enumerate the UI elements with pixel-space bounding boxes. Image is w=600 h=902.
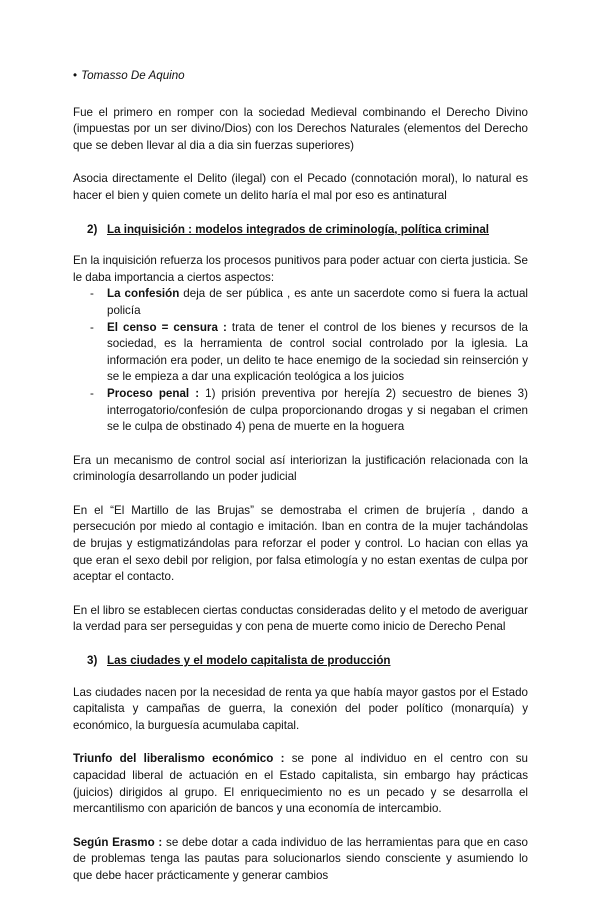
term: Según Erasmo : xyxy=(73,835,163,849)
list-item-confesion xyxy=(73,286,528,319)
paragraph-erasmo xyxy=(73,835,528,885)
list-item-censo xyxy=(73,320,528,386)
dash-marker: - xyxy=(90,287,94,301)
paragraph-libro: En el libro se establecen ciertas conductas consideradas delito y el metodo de averiguar la verdad para ser perseguidas y con pena de muerte como inicio de Derecho Penal xyxy=(73,603,528,634)
term: Triunfo del liberalismo económico : xyxy=(73,752,285,766)
section-number: 3) xyxy=(87,654,98,668)
section-number: 2) xyxy=(87,222,98,236)
term: La confesión xyxy=(107,287,180,301)
bullet-author xyxy=(73,68,528,85)
term-text: se pone al individuo en el centro con su capacidad liberal de actuación en el Estado capitalista, sin embargo hay prácticas (juicios) dirigidos al grupo. El enriquecimiento no es un pecado y se desarrolla el mercantilismo con aparición de bancos y una economía de intercambio. xyxy=(73,752,528,816)
term-text: trata de tener el control de los bienes y recursos de la sociedad, es la herramienta de control social controlado por la iglesia. La información era poder, un delito te hace enemigo de la sociedad sin reinserción y se le empieza a dar una explicación teológica a los juicios xyxy=(107,320,528,384)
bullet-icon: • xyxy=(73,69,78,82)
paragraph-delito-pecado: Asocia directamente el Delito (ilegal) con el Pecado (connotación moral), lo natural es hacer el bien y quien comete un delito haría el mal por eso es antinatural xyxy=(73,172,528,202)
term: El censo = censura : xyxy=(107,320,227,334)
term-text: 1) prisión preventiva por herejía 2) secuestro de bienes 3) interrogatorio/confesión de culpa proporcionando drogas y si negaban el crimen se le culpa de obstinado 4) pena de muerte en la hoguera xyxy=(107,386,528,434)
paragraph-liberalismo xyxy=(73,751,528,817)
section-title: La inquisición : modelos integrados de criminología, política criminal xyxy=(107,222,490,236)
paragraph-ciudades: Las ciudades nacen por la necesidad de renta ya que había mayor gastos por el Estado capitalista y campañas de guerra, la conexión del poder político (monarquía) y económico, la burguesía acumulaba capital. xyxy=(73,685,528,732)
aspects-list xyxy=(73,286,528,435)
dash-marker: - xyxy=(90,320,94,334)
term-text: se debe dotar a cada individuo de las herramientas para que en caso de problemas tenga las pautas para solucionarlos siendo consciente y asumiendo lo que debe hacer prácticamente y generar cambios xyxy=(73,835,528,882)
list-item-proceso-penal xyxy=(73,386,528,436)
document-page xyxy=(73,68,528,902)
paragraph-inquisicion-intro: En la inquisición refuerza los procesos punitivos para poder actuar con cierta justicia. Se le daba importancia a ciertos aspectos: xyxy=(73,254,528,284)
section-heading-inquisicion xyxy=(73,222,528,239)
author-name: Tomasso De Aquino xyxy=(81,69,185,82)
term: Proceso penal : xyxy=(107,386,200,400)
section-title: Las ciudades y el modelo capitalista de producción xyxy=(107,654,391,668)
paragraph-martillo-brujas: En el “El Martillo de las Brujas” se demostraba el crimen de brujería , dando a persecución por miedo al contagio e imitación. Iban en contra de la mujer tachándolas de brujas y estigmatizándolas para reforzar el poder y control. Lo hacian con ellas ya que eran el sexo debil por religion, por falsa etimología y no estan exentas de culpa por aceptar el contacto. xyxy=(73,503,528,584)
dash-marker: - xyxy=(90,386,94,400)
paragraph-derecho-divino: Fue el primero en romper con la sociedad Medieval combinando el Derecho Divino (impuestas por un ser divino/Dios) con los Derechos Naturales (elementos del Derecho que se deben llevar al dia a dia sin fuerzas superiores) xyxy=(73,105,528,152)
term-text: deja de ser pública , es ante un sacerdote como si fuera la actual policía xyxy=(107,287,528,317)
paragraph-mecanismo: Era un mecanismo de control social así interiorizan la justificación relacionada con la criminología desarrollando un poder judicial xyxy=(73,453,528,484)
section-heading-ciudades xyxy=(73,653,528,670)
